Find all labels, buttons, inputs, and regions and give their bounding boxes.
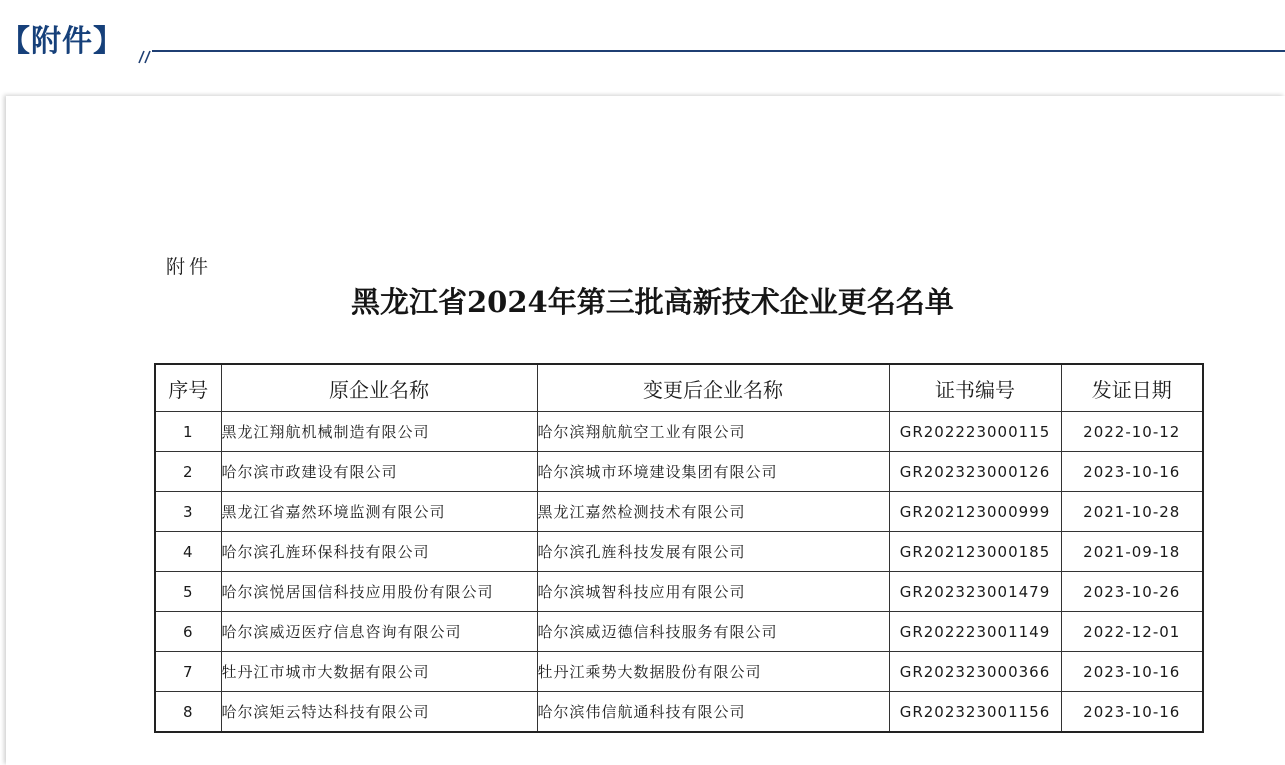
column-header-original-name: 原企业名称 [221,364,537,412]
certificate-number: GR202323000366 [889,652,1061,692]
table-row [155,492,1203,532]
issue-date: 2023-10-16 [1061,692,1203,733]
table-row [155,692,1203,733]
issue-date: 2021-10-28 [1061,492,1203,532]
table-body [155,412,1203,733]
table-row [155,652,1203,692]
new-company-name: 哈尔滨翔航航空工业有限公司 [537,412,889,452]
table-header-row [155,364,1203,412]
new-company-name: 哈尔滨城市环境建设集团有限公司 [537,452,889,492]
header-divider [152,50,1285,52]
certificate-number: GR202323001479 [889,572,1061,612]
rename-table [154,363,1204,733]
table-row [155,572,1203,612]
section-heading: 【附件】 [0,24,124,59]
certificate-number: GR202223001149 [889,612,1061,652]
row-index: 1 [155,412,221,452]
new-company-name: 哈尔滨威迈德信科技服务有限公司 [537,612,889,652]
original-company-name: 哈尔滨市政建设有限公司 [221,452,537,492]
issue-date: 2023-10-16 [1061,452,1203,492]
new-company-name: 黑龙江嘉然检测技术有限公司 [537,492,889,532]
document-title: 黑龙江省2024年第三批高新技术企业更名名单 [351,285,954,319]
certificate-number: GR202123000999 [889,492,1061,532]
table-row [155,612,1203,652]
new-company-name: 哈尔滨孔旌科技发展有限公司 [537,532,889,572]
original-company-name: 哈尔滨悦居国信科技应用股份有限公司 [221,572,537,612]
attachment-label: 附件 [166,256,213,278]
table-row [155,452,1203,492]
original-company-name: 哈尔滨威迈医疗信息咨询有限公司 [221,612,537,652]
issue-date: 2022-10-12 [1061,412,1203,452]
row-index: 5 [155,572,221,612]
column-header-certificate-no: 证书编号 [889,364,1061,412]
certificate-number: GR202323001156 [889,692,1061,733]
column-header-index: 序号 [155,364,221,412]
certificate-number: GR202123000185 [889,532,1061,572]
row-index: 7 [155,652,221,692]
certificate-number: GR202323000126 [889,452,1061,492]
table-row [155,532,1203,572]
row-index: 2 [155,452,221,492]
original-company-name: 哈尔滨矩云特达科技有限公司 [221,692,537,733]
issue-date: 2021-09-18 [1061,532,1203,572]
issue-date: 2022-12-01 [1061,612,1203,652]
certificate-number: GR202223000115 [889,412,1061,452]
new-company-name: 哈尔滨伟信航通科技有限公司 [537,692,889,733]
original-company-name: 黑龙江翔航机械制造有限公司 [221,412,537,452]
row-index: 6 [155,612,221,652]
issue-date: 2023-10-26 [1061,572,1203,612]
new-company-name: 哈尔滨城智科技应用有限公司 [537,572,889,612]
column-header-new-name: 变更后企业名称 [537,364,889,412]
issue-date: 2023-10-16 [1061,652,1203,692]
row-index: 3 [155,492,221,532]
table-row [155,412,1203,452]
original-company-name: 哈尔滨孔旌环保科技有限公司 [221,532,537,572]
row-index: 8 [155,692,221,733]
column-header-issue-date: 发证日期 [1061,364,1203,412]
original-company-name: 黑龙江省嘉然环境监测有限公司 [221,492,537,532]
row-index: 4 [155,532,221,572]
new-company-name: 牡丹江乘势大数据股份有限公司 [537,652,889,692]
original-company-name: 牡丹江市城市大数据有限公司 [221,652,537,692]
double-slash-icon [133,43,153,67]
